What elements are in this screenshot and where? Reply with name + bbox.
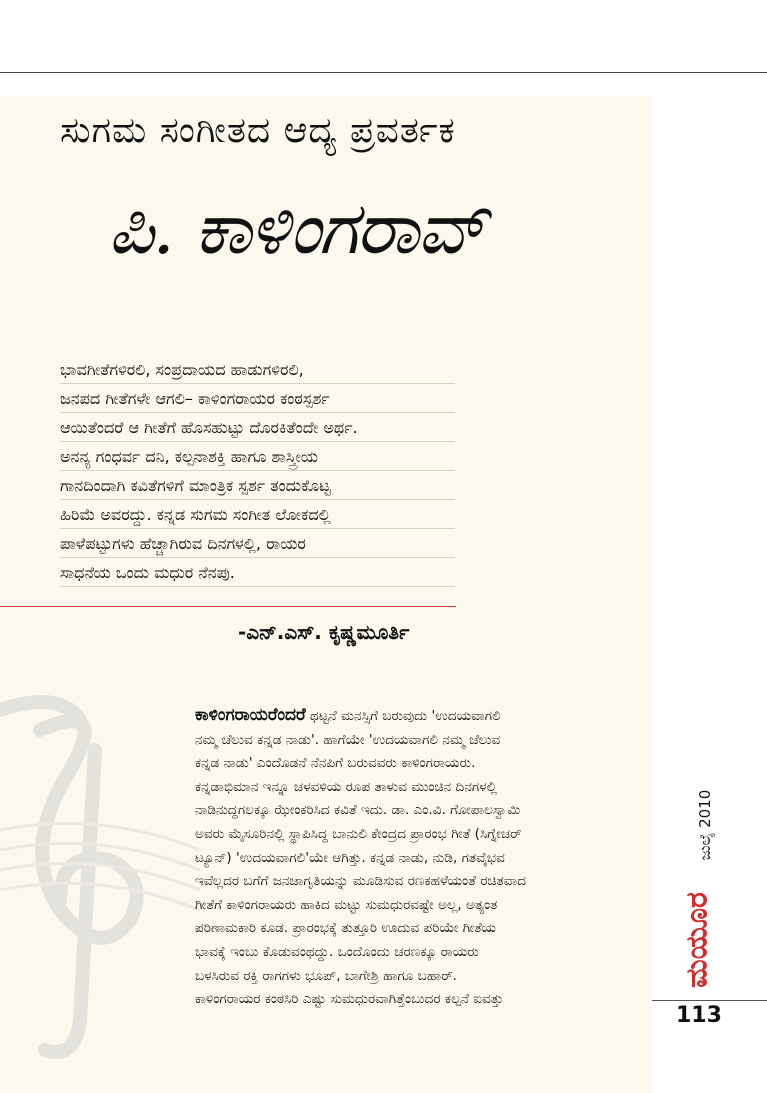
body-line-text: ಥಟ್ಟನೆ ಮನಸ್ಸಿಗೆ ಬರುವುದು 'ಉದಯವಾಗಲಿ [305,708,501,724]
intro-line: ಗಾನದಿಂದಾಗಿ ಕವಿತೆಗಳಿಗೆ ಮಾಂತ್ರಿಕ ಸ್ಪರ್ಶ ತಂದುಕೊಟ್ಟ [60,471,455,500]
intro-line: ಭಾವಗೀತೆಗಳಿರಲಿ, ಸಂಪ್ರದಾಯದ ಹಾಡುಗಳಿರಲಿ, [60,355,455,384]
intro-line: ಅನನ್ಯ ಗಂಧರ್ವ ದನಿ, ಕಲ್ಪನಾಶಕ್ತಿ ಹಾಗೂ ಶಾಸ್ತ್ರೀಯ [60,442,455,471]
intro-line: ಹಿರಿಮೆ ಅವರದ್ದು. ಕನ್ನಡ ಸುಗಮ ಸಂಗೀತ ಲೋಕದಲ್ಲಿ [60,500,455,529]
body-line: ಭಾವಕ್ಕೆ ಇಂಬು ಕೊಡುವಂಥದ್ದು. ಒಂದೊಂದು ಚರಣಕ್ಕೂ ರಾಯರು [195,943,479,960]
body-line: ನಾಡಿನುದ್ದಗಲಕ್ಕೂ ಝೇಂಕರಿಸಿದ ಕವಿತೆ ಇದು. ಡಾ. ಎಂ.ವಿ. ಗೋಪಾಲಸ್ವಾಮಿ [195,802,521,819]
article-subtitle: ಸುಗಮ ಸಂಗೀತದ ಆದ್ಯ ಪ್ರವರ್ತಕ [60,110,456,151]
body-line: ನಮ್ಮ ಚೆಲುವ ಕನ್ನಡ ನಾಡು'. ಹಾಗೆಯೇ 'ಉದಯವಾಗಲಿ ನಮ್ಮ ಚೆಲುವ [195,731,501,748]
article-body [195,704,663,1012]
article-title: ಪಿ. ಕಾಳಿಂಗರಾವ್ [108,186,485,270]
body-line: ಕನ್ನಡಾಭಿಮಾನ ಇನ್ನೂ ಚಳವಳಿಯ ರೂಪ ತಾಳುವ ಮುಂಚಿನ ದಿನಗಳಲ್ಲಿ [195,778,497,795]
body-line: ಅವರು ಮೈಸೂರಿನಲ್ಲಿ ಸ್ಥಾಪಿಸಿದ್ದ ಬಾನುಲಿ ಕೇಂದ್ರದ ಪ್ರಾರಂಭ ಗೀತೆ (ಸಿಗ್ನೇಚರ್ [195,825,522,842]
intro-line: ಪಾಳೆಪಟ್ಟುಗಳು ಹೆಚ್ಚಾಗಿರುವ ದಿನಗಳಲ್ಲಿ, ರಾಯರ [60,529,455,558]
body-line: ಟ್ಯೂನ್) 'ಉದಯವಾಗಲಿ'ಯೇ ಆಗಿತ್ತು. ಕನ್ನಡ ನಾಡು, ನುಡಿ, ಗತವೈಭವ [195,849,505,866]
author-byline: -ಎನ್.ಎಸ್. ಕೃಷ್ಣಮೂರ್ತಿ [238,620,410,644]
top-rule [0,72,767,73]
intro-line: ಆಯಿತೆಂದರೆ ಆ ಗೀತೆಗೆ ಹೊಸಹುಟ್ಟು ದೊರಕಿತೆಂದೇ ಅರ್ಥ. [60,413,455,442]
page-number: 113 [676,1003,722,1028]
magazine-name [662,890,732,990]
body-line: ಕಾಳಿಂಗರಾಯರ ಕಂಠಸಿರಿ ಎಷ್ಟು ಸುಮಧುರವಾಗಿತ್ತೆಂಬುದರ ಕಲ್ಪನೆ ಐವತ್ತು [195,991,504,1008]
body-line: ಪರಿಣಾಮಕಾರಿ ಕೂಡ. ಪ್ರಾರಂಭಕ್ಕೆ ತುತ್ತೂರಿ ಊದುವ ಪರಿಯೇ ಗೀತೆಯ [195,920,496,937]
issue-date-text: ಜುಲೈ 2010 [696,789,714,861]
body-line: ಗೀತೆಗೆ ಕಾಳಿಂಗರಾಯರು ಹಾಕಿದ ಮಟ್ಟು ಸುಮಧುರವಷ್ಟೇ ಅಲ್ಲ, ಅತ್ಯಂತ [195,896,498,913]
body-line: ಕನ್ನಡ ನಾಡು' ಎಂದೊಡನೆ ನೆನಪಿಗೆ ಬರುವವರು ಕಾಳಿಂಗರಾಯರು. [195,755,476,772]
treble-clef-icon [0,690,200,1090]
footer-rule [652,1000,767,1001]
intro-line: ಸಾಧನೆಯ ಒಂದು ಮಧುರ ನೆನಪು. [60,558,455,587]
body-line: ಇವೆಲ್ಲದರ ಬಗೆಗೆ ಜನಜಾಗೃತಿಯನ್ನು ಮೂಡಿಸುವ ರಣಕಹಳೆಯಂತೆ ರಚಿತವಾದ [195,873,527,890]
intro-paragraph [60,355,455,587]
magazine-name-text: ಮಯೂರ [679,892,715,988]
intro-line: ಜನಪದ ಗೀತೆಗಳೇ ಆಗಲಿ– ಕಾಳಿಂಗರಾಯರ ಕಂಠಸ್ಪರ್ಶ [60,384,455,413]
red-divider [0,606,456,607]
lead-word: ಕಾಳಿಂಗರಾಯರೆಂದರೆ [195,705,306,725]
body-line: ಬಳಸಿರುವ ರಕ್ತಿ ರಾಗಗಳು ಭೂಪ್, ಬಾಗೇಶ್ರಿ ಹಾಗೂ ಬಹಾರ್. [195,967,458,984]
body-line [195,704,663,729]
issue-date [680,760,730,890]
